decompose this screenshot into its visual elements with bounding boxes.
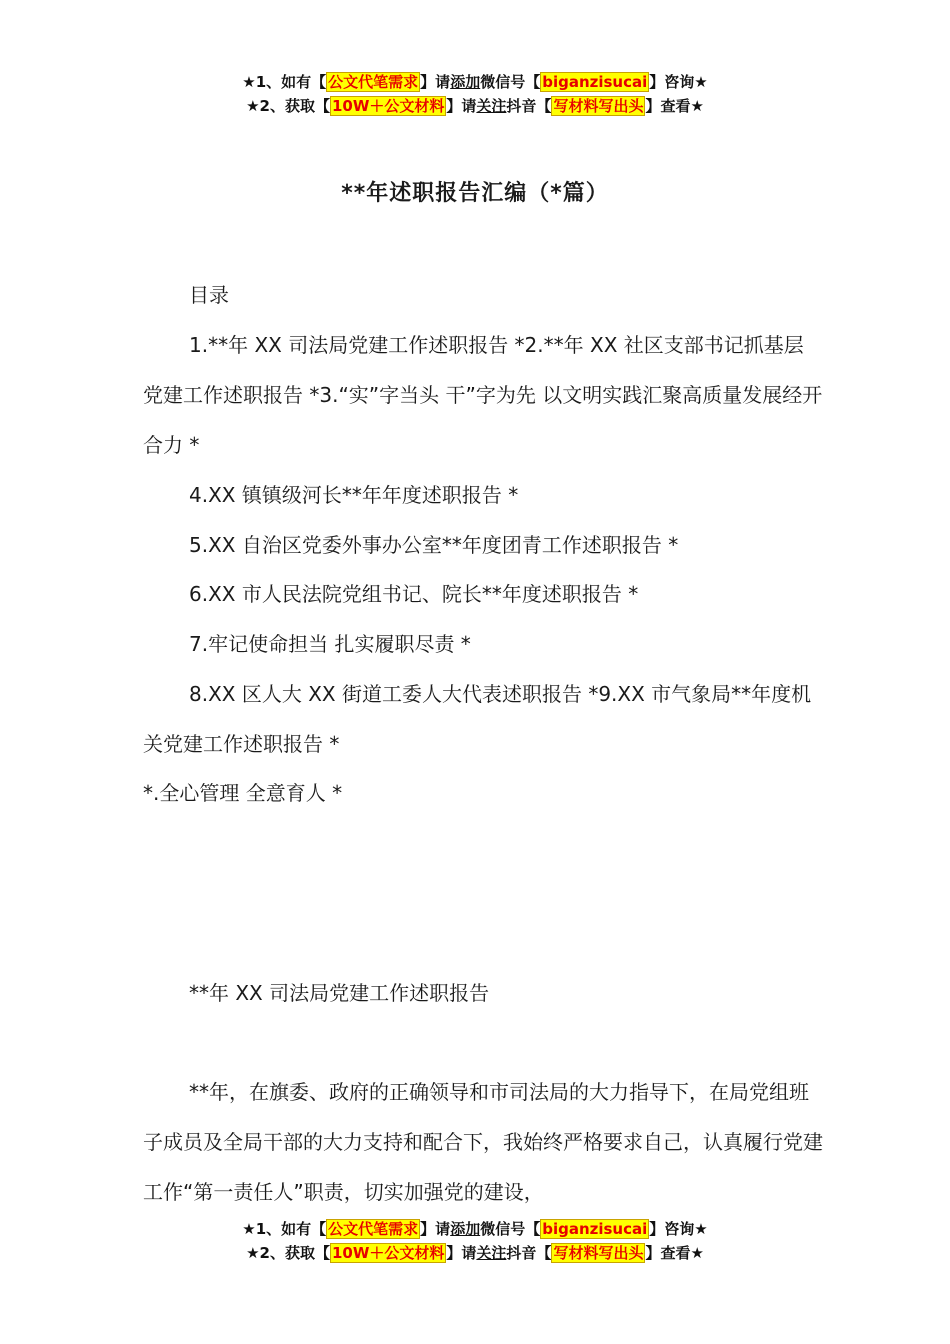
promo-text: ★2、获取【 <box>246 1244 330 1262</box>
promo-underline: 添加 <box>450 73 481 91</box>
promo-underline: 关注 <box>476 1244 507 1262</box>
promo-text: 】咨询★ <box>649 1220 708 1238</box>
toc-item-4[interactable]: 4.XX 镇镇级河长**年年度述职报告 * <box>189 483 519 507</box>
promo-text: ★1、如有【 <box>242 73 327 91</box>
promo-text: 】请 <box>420 1220 451 1238</box>
promo-text: 】请 <box>446 97 477 115</box>
promo-highlight: 10W＋公文材料 <box>331 1244 445 1262</box>
promo-text: 抖音【 <box>506 1244 552 1262</box>
toc-item-5[interactable]: 5.XX 自治区党委外事办公室**年度团青工作述职报告 * <box>189 533 679 557</box>
promo-text: 微信号【 <box>480 73 541 91</box>
toc-heading-text: 目录 <box>189 283 229 307</box>
promo-highlight: 公文代笔需求 <box>328 73 419 91</box>
toc-item-1-3[interactable]: 1.**年 XX 司法局党建工作述职报告 *2.**年 XX 社区支部书记抓基层党建工作述职报告 *3.“实”字当头 干”字为先 以文明实践汇聚高质量发展经开合力 * <box>143 333 823 457</box>
document-title: **年述职报告汇编（*篇） <box>341 181 609 206</box>
toc-item-6[interactable]: 6.XX 市人民法院党组书记、院长**年度述职报告 * <box>189 582 639 606</box>
promo-text: ★1、如有【 <box>242 1220 327 1238</box>
promo-text: 】请 <box>446 1244 477 1262</box>
promo-highlight: 公文代笔需求 <box>328 1220 419 1238</box>
promo-line-1 <box>0 1217 950 1241</box>
promo-underline: 关注 <box>476 97 507 115</box>
section-title: **年 XX 司法局党建工作述职报告 <box>189 981 490 1005</box>
toc-heading <box>143 270 823 320</box>
promo-line-2 <box>0 94 950 118</box>
promo-text: 】查看★ <box>645 97 704 115</box>
promo-douyin-id: 写材料写出头 <box>553 1244 644 1262</box>
promo-wechat-id: biganzisucai <box>542 1220 648 1238</box>
promo-banner-bottom <box>0 1217 950 1265</box>
promo-text: 】查看★ <box>645 1244 704 1262</box>
promo-wechat-id: biganzisucai <box>542 73 648 91</box>
toc-item-7[interactable]: 7.牢记使命担当 扎实履职尽责 * <box>189 632 471 656</box>
promo-underline: 添加 <box>450 1220 481 1238</box>
promo-text: 微信号【 <box>480 1220 541 1238</box>
promo-highlight: 10W＋公文材料 <box>331 97 445 115</box>
promo-line-1 <box>0 70 950 94</box>
promo-banner-top <box>0 70 950 118</box>
toc-item-8-9[interactable]: 8.XX 区人大 XX 街道工委人大代表述职报告 *9.XX 市气象局**年度机关党建工作述职报告 * <box>143 682 812 756</box>
promo-text: 】请 <box>420 73 451 91</box>
promo-text: 】咨询★ <box>649 73 708 91</box>
promo-text: ★2、获取【 <box>246 97 330 115</box>
toc-item-10[interactable]: *.全心管理 全意育人 * <box>143 781 343 805</box>
promo-text: 抖音【 <box>506 97 552 115</box>
promo-douyin-id: 写材料写出头 <box>553 97 644 115</box>
promo-line-2 <box>0 1241 950 1265</box>
body-paragraph: **年，在旗委、政府的正确领导和市司法局的大力指导下，在局党组班子成员及全局干部的大力支持和配合下，我始终严格要求自己，认真履行党建工作“第一责任人”职责，切实加强党的建设， <box>143 1080 823 1204</box>
